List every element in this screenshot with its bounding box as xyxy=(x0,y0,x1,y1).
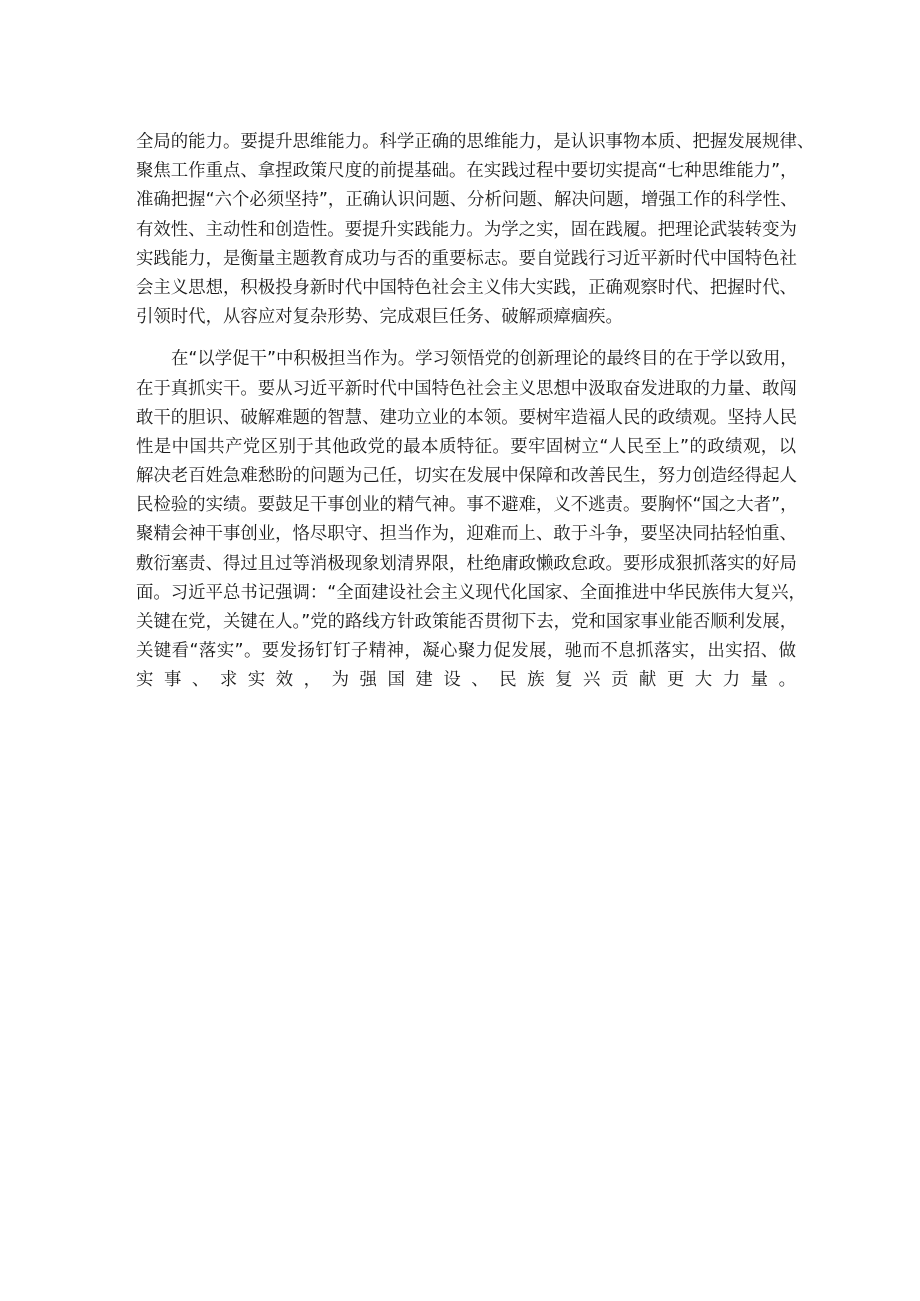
text-line: 关键看“落实”。要发扬钉钉子精神，凝心聚力促发展，驰而不息抓落实，出实招、做 xyxy=(136,641,796,662)
text-line: 聚精会神干事创业，恪尽职守、担当作为，迎难而上、敢于斗争，要坚决同拈轻怕重、 xyxy=(136,524,797,545)
text-line: 解决老百姓急难愁盼的问题为己任，切实在发展中保障和改善民生，努力创造经得起人 xyxy=(136,466,797,487)
text-line: 准确把握“六个必须坚持”，正确认识问题、分析问题、解决问题，增强工作的科学性、 xyxy=(136,190,798,211)
text-line: 实事、求实效，为强国建设、民族复兴贡献更大力量。 xyxy=(136,670,796,691)
text-line: 面。习近平总书记强调：“全面建设社会主义现代化国家、全面推进中华民族伟大复兴， xyxy=(136,582,806,603)
text-line: 会主义思想，积极投身新时代中国特色社会主义伟大实践，正确观察时代、把握时代、 xyxy=(136,277,797,298)
text-line: 敢干的胆识、破解难题的智慧、建功立业的本领。要树牢造福人民的政绩观。坚持人民 xyxy=(136,407,797,428)
text-line: 全局的能力。要提升思维能力。科学正确的思维能力，是认识事物本质、把握发展规律、 xyxy=(136,132,815,152)
text-line: 引领时代，从容应对复杂形势、完成艰巨任务、破解顽瘴痼疾。 xyxy=(136,307,623,328)
text-line: 性是中国共产党区别于其他政党的最本质特征。要牢固树立“人民至上”的政绩观，以 xyxy=(136,436,796,457)
text-line xyxy=(136,725,796,754)
text-line: 在“以学促干”中积极担当作为。学习领悟党的创新理论的最终目的在于学以致用， xyxy=(171,349,798,370)
text-line: 实践能力，是衡量主题教育成功与否的重要标志。要自觉践行习近平新时代中国特色社 xyxy=(136,248,797,269)
text-line xyxy=(136,696,796,725)
text-line: 民检验的实绩。要鼓足干事创业的精气神。事不避难，义不逃责。要胸怀“国之大者”， xyxy=(136,495,798,516)
text-line: 关键在党，关键在人。”党的路线方针政策能否贯彻下去，党和国家事业能否顺利发展， xyxy=(136,612,798,632)
text-line: 有效性、主动性和创造性。要提升实践能力。为学之实，固在践履。把理论武装转变为 xyxy=(136,219,797,240)
paragraph-2 xyxy=(136,345,806,754)
body-text xyxy=(136,128,815,754)
text-line: 敷衍塞责、得过且过等消极现象划清界限，杜绝庸政懒政怠政。要形成狠抓落实的好局 xyxy=(136,553,797,574)
text-line: 聚焦工作重点、拿捏政策尺度的前提基础。在实践过程中要切实提高“七种思维能力”， xyxy=(136,161,798,182)
paragraph-1 xyxy=(136,128,815,332)
text-line: 在于真抓实干。要从习近平新时代中国特色社会主义思想中汲取奋发进取的力量、敢闯 xyxy=(136,378,797,399)
